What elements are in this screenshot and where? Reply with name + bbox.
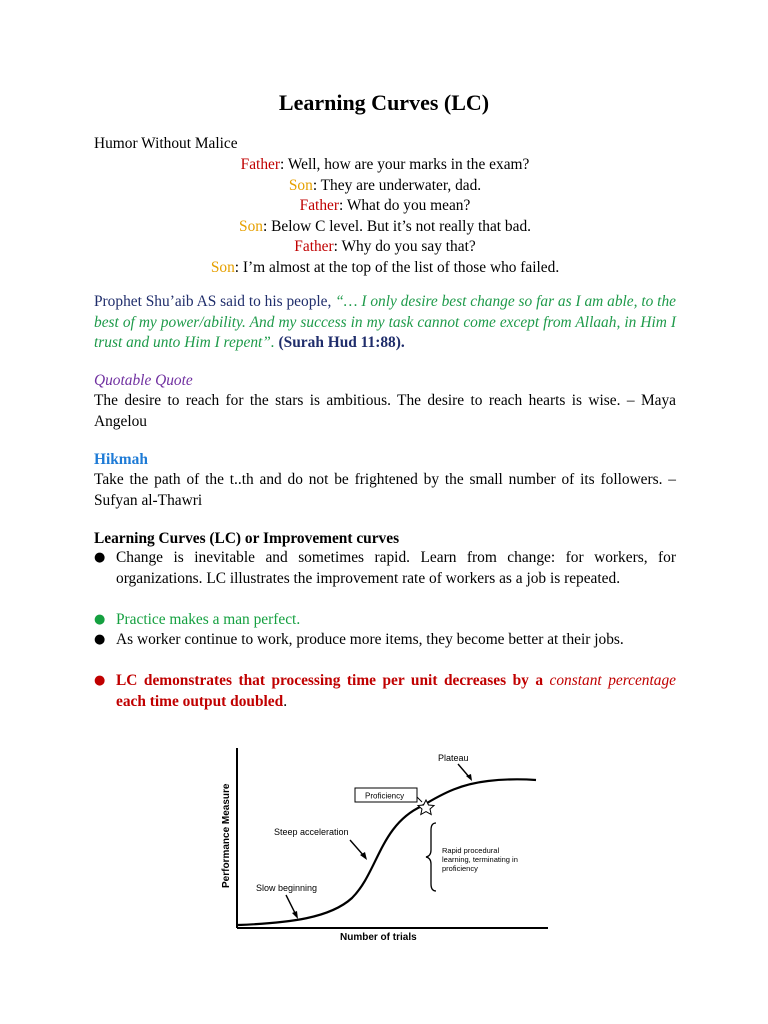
list-item — [94, 548, 676, 589]
dialogue-speaker: Son — [210, 258, 235, 276]
bullet-text: Change is inevitable and sometimes rapid. Learn from change: for workers, for organizations. LC illustrates the improvement rate of workers as a job is repeated. — [116, 549, 676, 587]
y-axis-label: Performance Measure — [221, 783, 232, 888]
dialogue-line — [94, 217, 676, 238]
dialogue-speaker: Son — [288, 176, 313, 194]
slow-arrowhead — [292, 911, 298, 919]
bullet-icon: ● — [94, 612, 106, 627]
proficiency-connector — [417, 797, 422, 802]
bullet-text-emphasis: constant percentage — [549, 672, 676, 689]
dialogue-line — [94, 237, 676, 258]
humor-heading: Humor Without Malice — [94, 135, 238, 152]
dialogue-text: : They are underwater, dad. — [312, 176, 482, 194]
dialogue-speaker: Father — [299, 197, 339, 214]
learning-curve-figure — [200, 740, 560, 946]
list-item — [94, 630, 676, 651]
dialogue-line — [94, 196, 676, 217]
bullet-icon: ● — [94, 632, 106, 647]
prophet-quote: “… I only desire best change so far as I am able, to the best of my power/ability. And my success in my task cannot come except from Allaah, in Him I trust and unto Him I repent”. — [94, 293, 676, 351]
quotable-heading: Quotable Quote — [94, 372, 193, 389]
rapid-label: proficiency — [442, 864, 478, 873]
bullet-text: As worker continue to work, produce more items, they become better at their jobs. — [116, 631, 624, 648]
dialogue-speaker: Father — [240, 156, 280, 173]
bullet-icon: ● — [94, 550, 106, 565]
bullet-icon: ● — [94, 673, 106, 688]
prophet-reference: (Surah Hud 11:88). — [274, 334, 405, 351]
dialogue-text: : Why do you say that? — [333, 238, 476, 255]
steep-label: Steep acceleration — [274, 827, 349, 837]
proficiency-label: Proficiency — [365, 791, 405, 801]
page-title: Learning Curves (LC) — [278, 90, 490, 115]
quotable-text: The desire to reach for the stars is ambitious. The desire to reach hearts is wise. – Maya Angelou — [94, 392, 676, 430]
dialogue-text: : Below C level. But it’s not really that bad. — [262, 217, 531, 235]
prophet-intro: Prophet Shu’aib AS said to his people, — [94, 293, 336, 310]
dialogue-speaker: Son — [239, 217, 263, 235]
dialogue-line — [94, 176, 676, 197]
steep-arrow — [350, 840, 364, 856]
rapid-label: Rapid procedural — [442, 846, 500, 855]
dialogue-text: : What do you mean? — [338, 197, 471, 214]
dialogue-speaker: Father — [294, 238, 334, 255]
dialogue-text: : Well, how are your marks in the exam? — [279, 156, 530, 173]
list-item — [94, 610, 676, 631]
bullet-text-end: . — [283, 692, 288, 710]
humor-dialogue — [94, 155, 676, 278]
plateau-label: Plateau — [438, 753, 469, 763]
bullet-text-part: LC demonstrates that processing time per unit decreases by a — [116, 672, 550, 689]
hikmah-heading: Hikmah — [94, 451, 148, 468]
bullet-text: Practice makes a man perfect. — [116, 611, 301, 628]
rapid-label: learning, terminating in — [442, 855, 518, 864]
dialogue-text: : I’m almost at the top of the list of those who failed. — [234, 258, 560, 276]
bullet-text — [116, 671, 676, 712]
list-item — [94, 671, 676, 712]
dialogue-line — [94, 258, 676, 279]
lc-heading: Learning Curves (LC) or Improvement curves — [94, 530, 400, 547]
proficiency-star-icon — [418, 800, 434, 815]
hikmah-text: Take the path of the t..th and do not be frightened by the small number of its followers. –Sufyan al-Thawri — [94, 471, 676, 509]
x-axis-label: Number of trials — [340, 932, 417, 943]
dialogue-line — [94, 155, 676, 176]
bullet-text-part: each time output doubled — [116, 692, 284, 710]
brace — [426, 823, 436, 891]
prophet-paragraph — [94, 292, 676, 354]
slow-label: Slow beginning — [256, 883, 318, 893]
